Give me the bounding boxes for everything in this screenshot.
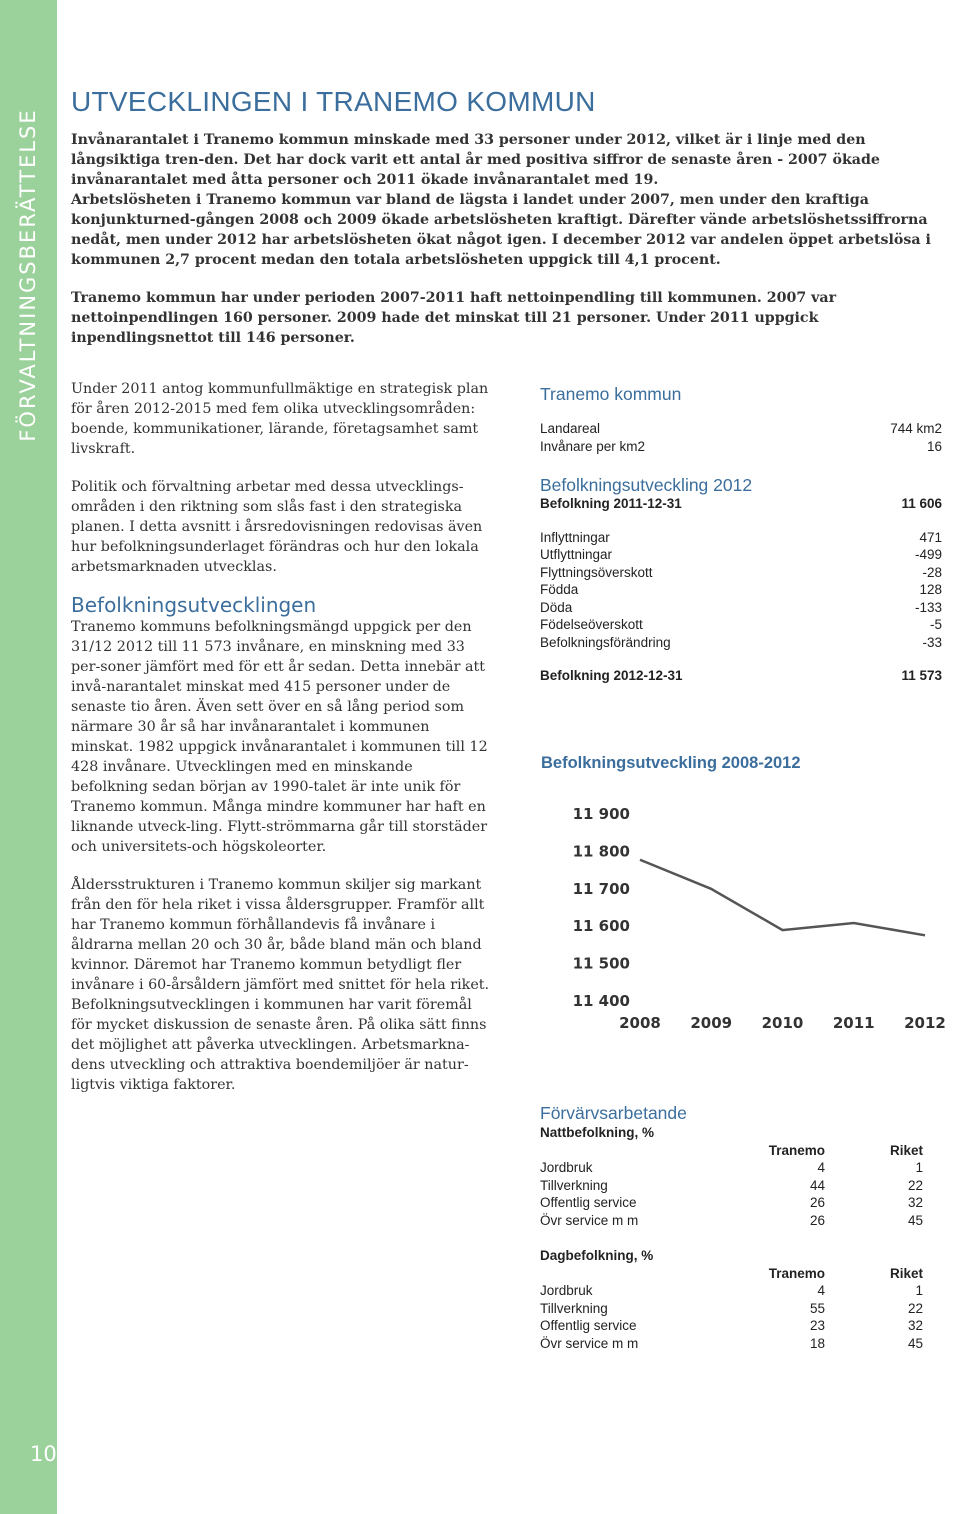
paragraph-strategy: Under 2011 antog kommunfullmäktige en strategisk plan för åren 2012-2015 med fem olika utvecklingsområden: boende, kommunikationer, lärande, företagsamhet samt livskraft. [71,381,489,457]
intro-paragraph-1: Invånarantalet i Tranemo kommun minskade med 33 personer under 2012, vilket är i linje med den långsiktiga tren-den. Det har dock varit ett antal år med positiva siffror de senaste åren - 2007 ökade invånarantalet med åtta personer och 2011 ökade invånarantalet med 19. [71,132,880,188]
x-tick-label: 2011 [832,1014,875,1032]
fact-row-density: Invånare per km2 16 [540,438,942,454]
x-tick-label: 2010 [761,1014,804,1032]
y-tick-label: 11 600 [572,917,630,936]
table-row: Offentlig service 26 32 [540,1195,923,1211]
fact-row-start-population: Befolkning 2011-12-31 11 606 [540,496,942,511]
table-header: Tranemo Riket [768,1143,923,1158]
x-tick-label: 2009 [690,1014,733,1032]
day-population-heading: Dagbefolkning, % [540,1247,654,1263]
y-tick-label: 11 900 [572,805,630,823]
fact-row: Inflyttningar 471 [540,529,942,545]
page-number: 10 [30,1442,57,1466]
fact-row-area: Landareal 744 km2 [540,421,942,436]
fact-row: Flyttningsöverskott -28 [540,564,942,580]
y-tick-label: 11 800 [572,842,630,861]
fact-row: Döda -133 [540,599,942,615]
population-change-list [540,529,942,652]
fact-row: Utflyttningar -499 [540,547,942,562]
paragraph-age-structure: Åldersstrukturen i Tranemo kommun skiljer sig markant från den för hela riket i vissa åldersgrupper. Framför allt har Tranemo kommun förhållandevis få invånare i åldrarna mellan 20 och 30 år, både bland män och bland kvinnor. Däremot har Tranemo kommun betydligt fler invånare i 60-årsåldern jämfört med snittet för hela riket. Befolkningsutvecklingen i kommunen har varit föremål för mycket diskussion de senaste åren. På olika sätt finns det möjlighet att påverka utvecklingen. Arbetsmarkna-dens utveckling och attraktiva boendemiljöer är natur-ligtvis viktiga faktorer. [71,877,490,1093]
employment-title: Förvärvsarbetande [540,1103,687,1123]
fact-row: Födda 128 [540,582,942,597]
x-tick-label: 2012 [904,1014,946,1032]
table-header: Tranemo Riket [768,1265,923,1281]
sidebar [0,0,57,1514]
facts-title: Tranemo kommun [540,384,682,404]
paragraph-politics: Politik och förvaltning arbetar med dessa utvecklings-områden i den riktning som slås fast i den strategiska planen. I detta avsnitt i årsredovisningen redovisas även hur befolkningsunderlaget förändras och hur den lokala arbetsmarknaden utvecklas. [71,479,483,575]
night-population-heading: Nattbefolkning, % [540,1125,654,1140]
intro-paragraph-3: Tranemo kommun har under perioden 2007-2011 haft nettoinpendling till kommunen. 2007 var nettoinpendlingen 160 personer. 2009 hade det minskat till 21 personer. Under 2011 uppgick inpendlingsnettot till 146 personer. [71,290,837,346]
day-population-table [540,1265,942,1352]
fact-row-end-population: Befolkning 2012-12-31 11 573 [540,668,942,683]
section-title: FÖRVALTNINGSBERÄTTELSE [16,108,40,442]
population-heading: Befolkningsutveckling 2012 [540,475,753,495]
section-heading: Befolkningsutvecklingen [71,593,317,617]
table-row: Övr service m m 18 45 [540,1335,923,1351]
intro-paragraph-2: Arbetslösheten i Tranemo kommun var bland de lägsta i landet under 2007, men under den kraftiga konjunkturned-gången 2008 och 2009 ökade arbetslösheten kraftigt. Därefter vände arbetslöshetssiffrorna nedåt, men under 2012 har arbetslösheten ökat något igen. I december 2012 var andelen öppet arbetslösa i kommunen 2,7 procent medan den totala arbetslösheten uppgick till 4,1 procent. [71,192,931,268]
x-tick-label: 2008 [619,1014,661,1032]
table-row: Offentlig service 23 32 [540,1318,923,1334]
population-series-line [640,860,925,936]
employment-box [540,1103,942,1352]
table-row: Jordbruk 4 1 [540,1160,923,1176]
facts-box [540,384,942,685]
night-population-table [540,1142,942,1229]
table-row: Tillverkning 44 22 [540,1177,923,1193]
population-line-chart [570,795,960,1040]
page-title: UTVECKLINGEN I TRANEMO KOMMUN [71,86,596,117]
y-tick-label: 11 400 [572,992,630,1010]
y-tick-label: 11 500 [572,954,630,973]
fact-row: Födelseöverskott -5 [540,617,942,632]
left-column [71,379,491,1113]
intro-text [71,130,951,348]
y-tick-label: 11 700 [572,879,630,898]
fact-row: Befolkningsförändring -33 [540,634,942,650]
paragraph-population: Tranemo kommuns befolkningsmängd uppgick per den 31/12 2012 till 11 573 invånare, en minskning med 33 per-soner jämfört med för ett år sedan. Detta innebär att invå-narantalet minskat med 415 personer under de senaste tio åren. Även sett över en så lång period som närmare 30 år så har invånarantalet i kommunen minskat. 1982 uppgick invånarantalet i kommunen till 12 428 invånare. Utvecklingen med en minskande befolkning sedan början av 1990-talet är inte unik för Tranemo kommun. Många mindre kommuner har haft en liknande utveck-ling. Flytt-strömmarna går till storstäder och universitets-och högskoleorter. [71,619,488,855]
table-row: Tillverkning 55 22 [540,1300,923,1316]
table-row: Övr service m m 26 45 [540,1212,923,1228]
table-row: Jordbruk 4 1 [540,1283,923,1299]
chart-title: Befolkningsutveckling 2008-2012 [541,754,801,772]
